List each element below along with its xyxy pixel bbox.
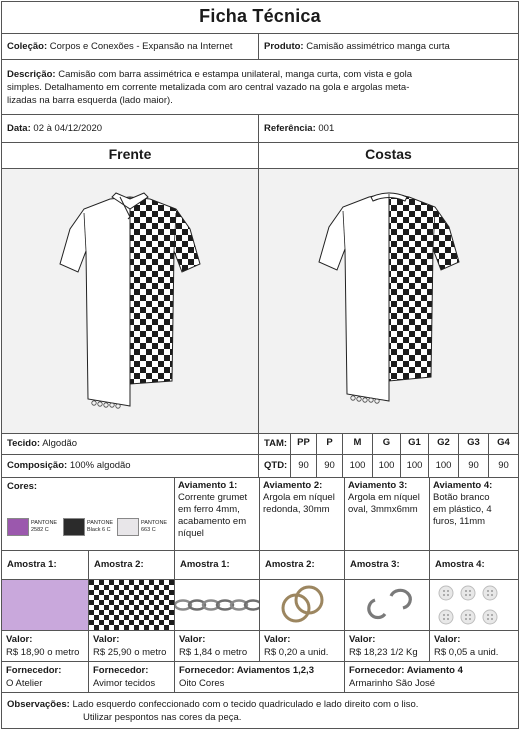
trim-2-line-2: redonda, 30mm	[263, 504, 330, 515]
tech-sheet	[1, 1, 519, 729]
price-cell-2	[89, 631, 175, 661]
price-cell-4	[260, 631, 345, 661]
front-header: Frente	[2, 143, 259, 168]
reference-cell	[259, 115, 518, 142]
trim-2-cell	[260, 478, 345, 550]
sample-checkered-fabric	[89, 580, 175, 630]
sample-chain	[175, 580, 260, 630]
front-shirt-drawing	[2, 169, 258, 433]
description-label: Descrição:	[7, 69, 56, 80]
price-label-4: Valor:	[264, 634, 291, 645]
observations-row	[2, 693, 518, 728]
reference-value: 001	[318, 123, 335, 134]
samples-image-row	[2, 580, 518, 631]
date-row	[2, 115, 518, 143]
composition-value: 100% algodão	[69, 460, 131, 471]
trim-1-line-4: níquel	[178, 528, 204, 539]
price-value-3: R$ 1,84 o metro	[179, 647, 248, 658]
fabric-value: Algodão	[42, 438, 78, 449]
back-drawing-panel	[259, 169, 518, 433]
supplier-value-2: Avimor tecidos	[93, 678, 156, 689]
price-cell-6	[430, 631, 518, 661]
date-value: 02 à 04/12/2020	[33, 123, 103, 134]
observations-line-1	[7, 698, 513, 711]
supplier-label-2: Fornecedor:	[93, 665, 149, 676]
supplier-label-4: Fornecedor: Aviamento 4	[349, 665, 463, 676]
sample-buttons	[430, 580, 518, 630]
description-line-3: lizadas na barra esquerda (lado maior).	[7, 95, 173, 106]
qty-g1: 100	[401, 455, 429, 477]
composition-label: Composição:	[7, 460, 68, 471]
trim-3-line-2: oval, 3mmx6mm	[348, 504, 418, 515]
size-g4: G4	[497, 437, 510, 448]
size-g: G	[373, 434, 401, 454]
back-header: Costas	[365, 146, 412, 162]
observations-label: Observações:	[7, 699, 70, 710]
title-row	[2, 2, 518, 34]
supplier-value-4: Armarinho São José	[349, 678, 436, 689]
price-value-2: R$ 25,90 o metro	[93, 647, 167, 658]
fabric-label: Tecido:	[7, 438, 41, 449]
price-value-6: R$ 0,05 a unid.	[434, 647, 499, 658]
product-value: Camisão assimétrico manga curta	[306, 41, 450, 52]
qty-g3: 90	[459, 455, 489, 477]
price-cell-3	[175, 631, 260, 661]
sample-oval-rings	[345, 580, 430, 630]
size-pp: PP	[291, 434, 317, 454]
front-drawing-panel	[2, 169, 259, 433]
trim-1-line-2: em ferro 4mm,	[178, 504, 240, 515]
price-value-5: R$ 18,23 1/2 Kg	[349, 647, 418, 658]
sample-lilac-fabric	[2, 580, 89, 630]
price-label-5: Valor:	[349, 634, 376, 645]
views-header-row	[2, 143, 518, 169]
buttons-icon	[430, 580, 518, 630]
chain-icon	[175, 580, 260, 630]
suppliers-row	[2, 662, 518, 693]
trim-1-label: Aviamento 1:	[178, 480, 238, 491]
trim-1-line-3: acabamento em	[178, 516, 247, 527]
supplier-label-1: Fornecedor:	[6, 665, 62, 676]
swatch-white-label: PANTONE 663 C	[141, 520, 168, 533]
trim-1-cell	[175, 478, 260, 550]
qty-p: 90	[317, 455, 343, 477]
drawings-row	[2, 169, 518, 434]
composition-cell	[2, 455, 259, 477]
sample-label-3: Amostra 1:	[175, 551, 260, 579]
description-text-1: Camisão com barra assimétrica e estampa unilateral, manga curta, com vista e gola	[58, 69, 412, 80]
date-label: Data:	[7, 123, 31, 134]
supplier-cell-4	[345, 662, 518, 692]
supplier-cell-2	[89, 662, 175, 692]
size-g2: G2	[429, 434, 459, 454]
sample-round-rings	[260, 580, 345, 630]
colors-cell	[2, 478, 175, 550]
supplier-value-3: Oito Cores	[179, 678, 225, 689]
swatch-white	[117, 518, 139, 536]
trim-4-line-1: Botão branco	[433, 492, 490, 503]
price-value-1: R$ 18,90 o metro	[6, 647, 80, 658]
quantity-label: QTD:	[259, 455, 291, 477]
qty-g: 100	[373, 455, 401, 477]
trim-4-cell	[430, 478, 518, 550]
trim-2-label: Aviamento 2:	[263, 480, 323, 491]
fabric-row	[2, 434, 518, 455]
trim-3-cell	[345, 478, 430, 550]
swatch-purple-label: PANTONE 2582 C	[31, 520, 58, 533]
price-label-1: Valor:	[6, 634, 33, 645]
sample-label-2: Amostra 2:	[89, 551, 175, 579]
price-cell-5	[345, 631, 430, 661]
description-row	[2, 60, 518, 115]
qty-g4: 90	[498, 460, 509, 471]
colors-label: Cores:	[7, 481, 38, 492]
trim-3-line-1: Argola em níquel	[348, 492, 420, 503]
collection-label: Coleção:	[7, 41, 48, 52]
price-label-3: Valor:	[179, 634, 206, 645]
qty-m: 100	[343, 455, 373, 477]
supplier-cell-1	[2, 662, 89, 692]
sample-label-5: Amostra 3:	[345, 551, 430, 579]
collection-value: Corpos e Conexões - Expansão na Internet	[49, 41, 233, 52]
size-label: TAM:	[259, 434, 291, 454]
page-title: Ficha Técnica	[199, 6, 321, 26]
supplier-label-3: Fornecedor: Aviamentos 1,2,3	[179, 665, 314, 676]
trim-4-line-2: em plástico, 4	[433, 504, 492, 515]
supplier-value-1: O Atelier	[6, 678, 43, 689]
prices-row	[2, 631, 518, 662]
description-line-2: simples. Detalhamento em corrente metalizada com aro central vazado na gola e argolas meta-	[7, 82, 410, 93]
trim-3-label: Aviamento 3:	[348, 480, 408, 491]
qty-pp: 90	[291, 455, 317, 477]
price-cell-1	[2, 631, 89, 661]
observations-text-2: Utilizar pespontos nas cores da peça.	[83, 712, 242, 723]
checkered-fabric-swatch	[89, 580, 175, 630]
product-label: Produto:	[264, 41, 304, 52]
trim-2-line-1: Argola em níquel	[263, 492, 335, 503]
size-m: M	[343, 434, 373, 454]
date-cell	[2, 115, 259, 142]
price-label-6: Valor:	[434, 634, 461, 645]
swatch-black	[63, 518, 85, 536]
back-shirt-drawing	[259, 169, 518, 433]
collection-cell	[2, 34, 259, 59]
swatch-purple	[7, 518, 29, 536]
sample-label-6: Amostra 4:	[435, 559, 485, 570]
size-g1: G1	[401, 434, 429, 454]
oval-rings-icon	[345, 580, 430, 630]
colors-trims-row	[2, 478, 518, 551]
swatch-black-label: PANTONE Black 6 C	[87, 520, 114, 533]
trim-4-line-3: furos, 11mm	[433, 516, 486, 527]
price-value-4: R$ 0,20 a unid.	[264, 647, 329, 658]
composition-row	[2, 455, 518, 478]
size-g3: G3	[459, 434, 489, 454]
sample-label-4: Amostra 2:	[260, 551, 345, 579]
price-label-2: Valor:	[93, 634, 120, 645]
collection-row	[2, 34, 518, 60]
sample-label-1: Amostra 1:	[2, 551, 89, 579]
size-p: P	[317, 434, 343, 454]
qty-g2: 100	[429, 455, 459, 477]
fabric-cell	[2, 434, 259, 454]
product-cell	[259, 34, 518, 59]
observations-text-1: Lado esquerdo confeccionado com o tecido quadriculado e lado direito com o liso.	[72, 699, 419, 710]
round-rings-icon	[260, 580, 345, 630]
reference-label: Referência:	[264, 123, 316, 134]
supplier-cell-3	[175, 662, 345, 692]
trim-1-line-1: Corrente grumet	[178, 492, 248, 503]
samples-label-row	[2, 551, 518, 580]
trim-4-label: Aviamento 4:	[433, 480, 493, 491]
description-line-1	[7, 68, 513, 81]
